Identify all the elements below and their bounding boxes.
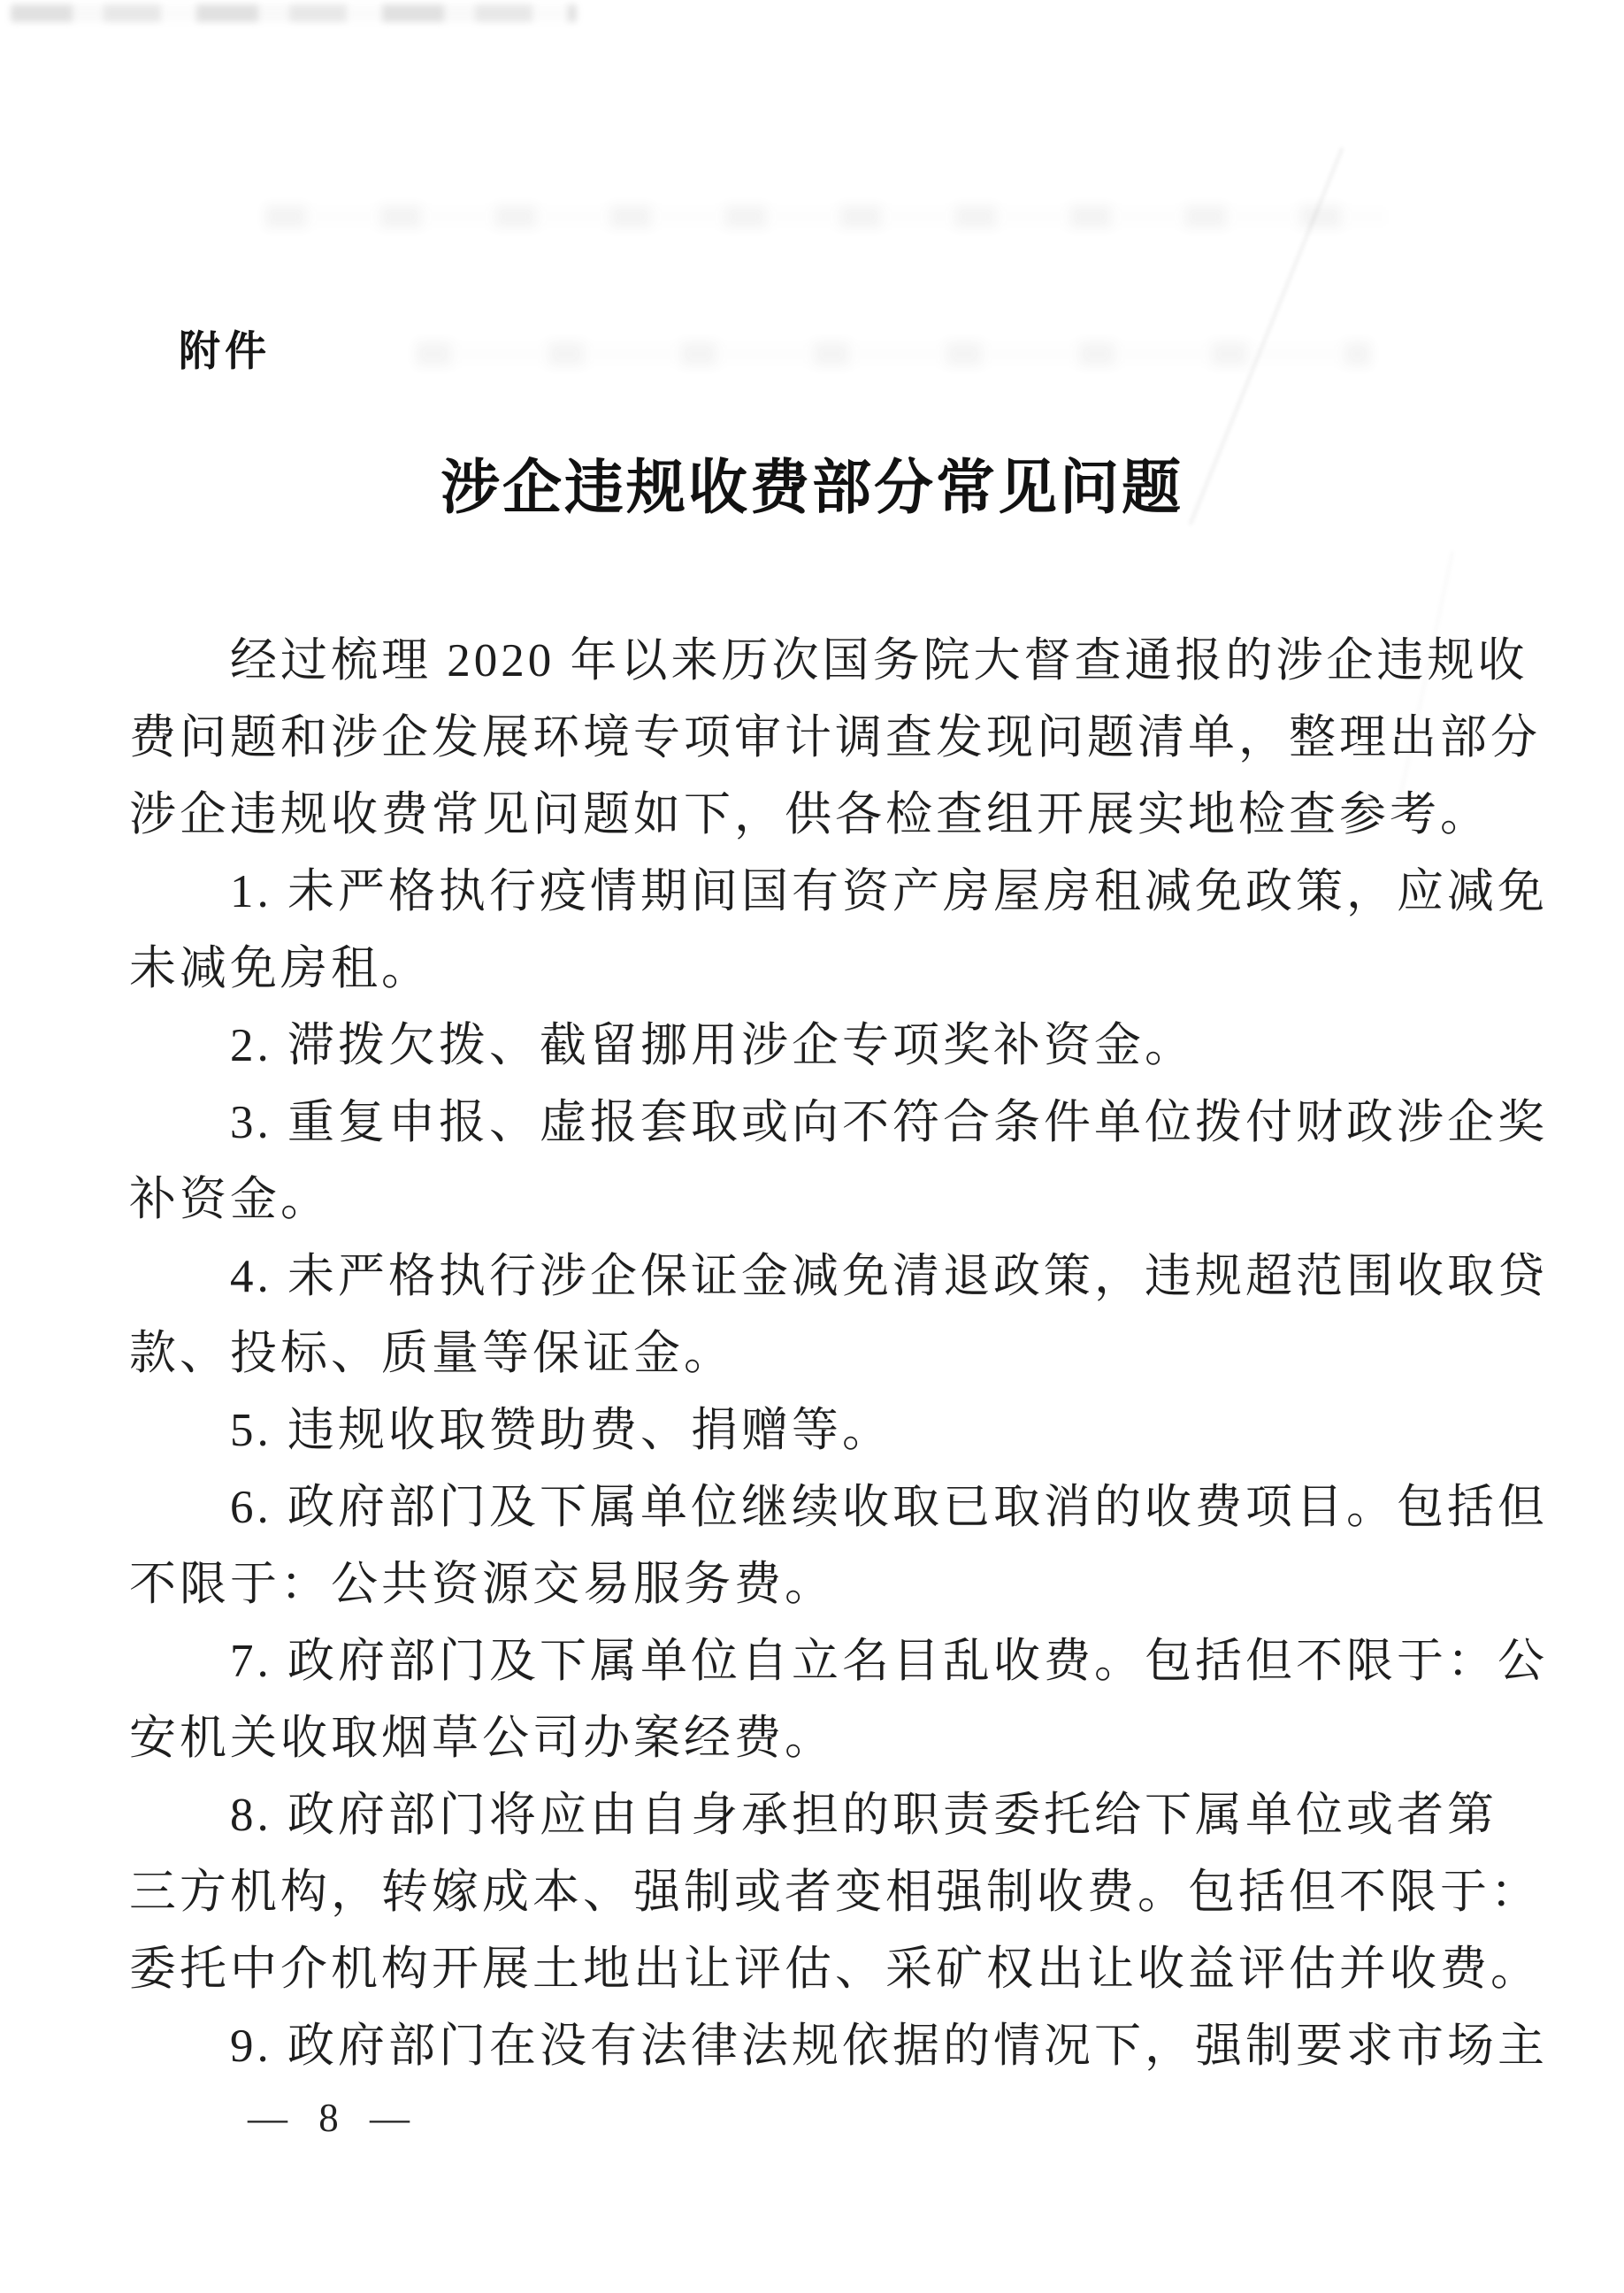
body-line: 7. 政府部门及下属单位自立名目乱收费。包括但不限于：公: [230, 1636, 1548, 1687]
scan-artifact-ghost-text-row-2: [416, 341, 1371, 366]
body-line: 补资金。: [129, 1174, 331, 1225]
body-line: 费问题和涉企发展环境专项审计调查发现问题清单，整理出部分: [129, 712, 1541, 763]
body-line: 3. 重复申报、虚报套取或向不符合条件单位拨付财政涉企奖: [230, 1097, 1548, 1148]
body-line: 涉企违规收费常见问题如下，供各检查组开展实地检查参考。: [129, 789, 1490, 840]
body-line: 三方机构，转嫁成本、强制或者变相强制收费。包括但不限于：: [129, 1867, 1541, 1918]
scan-artifact-ghost-text-row-1: [265, 205, 1389, 228]
body-line: 安机关收取烟草公司办案经费。: [129, 1713, 835, 1764]
attachment-label: 附件: [179, 327, 271, 374]
body-line: 6. 政府部门及下属单位继续收取已取消的收费项目。包括但: [230, 1482, 1548, 1533]
scan-artifact-top-smudge: [11, 4, 577, 22]
document-body: [129, 623, 1548, 2085]
body-line: 9. 政府部门在没有法律法规依据的情况下，强制要求市场主: [230, 2021, 1548, 2072]
body-line: 5. 违规收取赞助费、捐赠等。: [230, 1405, 892, 1456]
body-line: 款、投标、质量等保证金。: [129, 1328, 734, 1379]
body-line: 委托中介机构开展土地出让评估、采矿权出让收益评估并收费。: [129, 1944, 1541, 1995]
body-line: 未减免房租。: [129, 943, 432, 994]
page-title: 涉企违规收费部分常见问题: [440, 456, 1184, 521]
body-line: 4. 未严格执行涉企保证金减免清退政策，违规超范围收取贷: [230, 1251, 1548, 1302]
body-line: 不限于：公共资源交易服务费。: [129, 1559, 835, 1610]
page-number: — 8 —: [248, 2096, 420, 2140]
body-line: 经过梳理 2020 年以来历次国务院大督查通报的涉企违规收: [230, 635, 1528, 686]
body-line: 2. 滞拨欠拨、截留挪用涉企专项奖补资金。: [230, 1020, 1195, 1071]
body-line: 8. 政府部门将应由自身承担的职责委托给下属单位或者第: [230, 1790, 1498, 1841]
body-line: 1. 未严格执行疫情期间国有资产房屋房租减免政策，应减免: [230, 866, 1548, 917]
